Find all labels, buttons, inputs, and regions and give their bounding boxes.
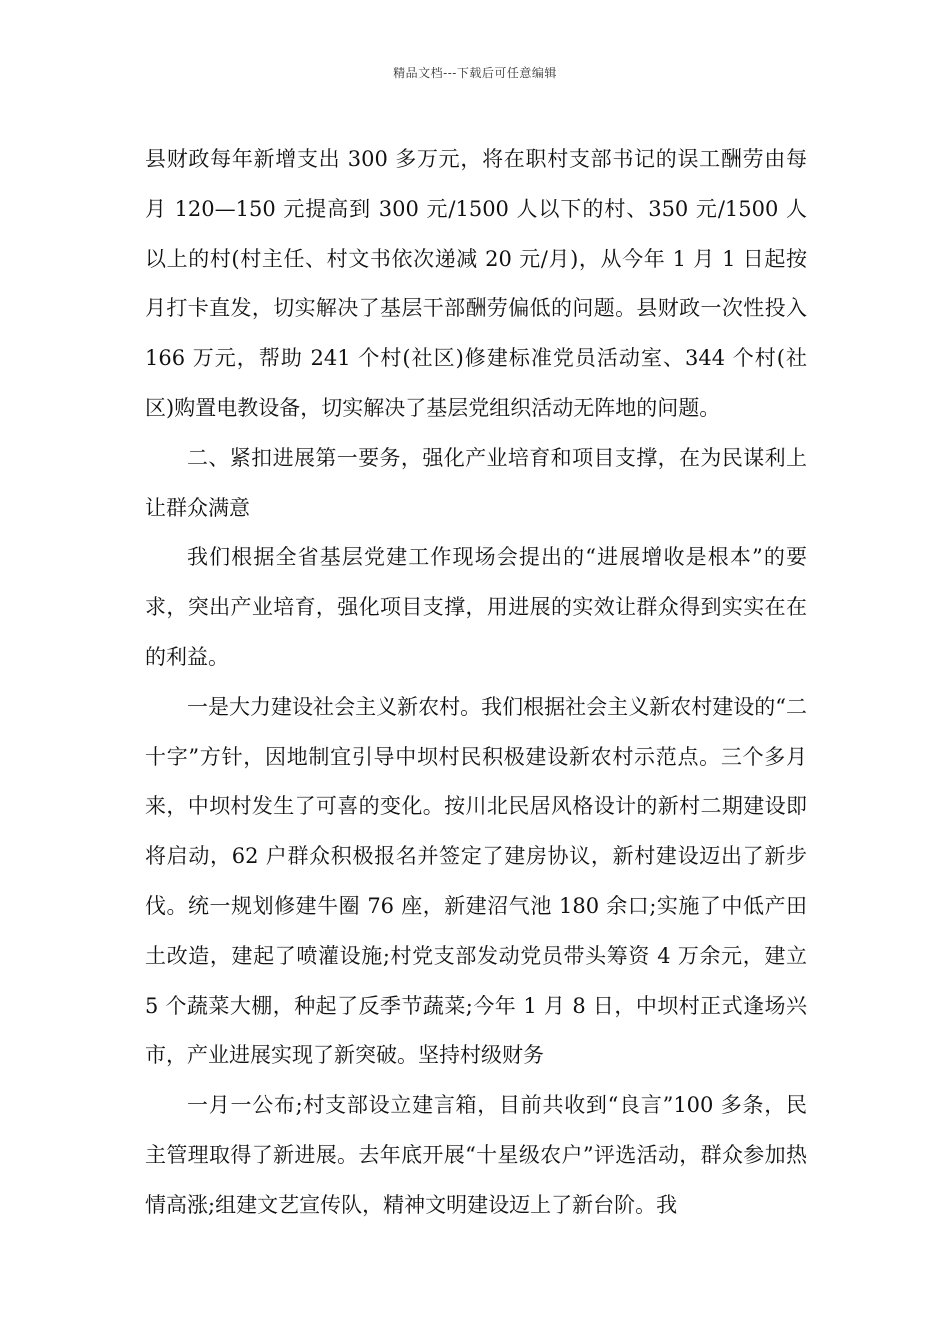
section-heading-2: 二、紧扣进展第一要务，强化产业培育和项目支撑，在为民谋利上让群众满意 xyxy=(145,445,807,520)
paragraph-3: 我们根据全省基层党建工作现场会提出的“进展增收是根本”的要求，突出产业培育，强化项目支撑，用进展的实效让群众得到实实在在的利益。 xyxy=(145,545,807,669)
paragraph-4: 一是大力建设社会主义新农村。我们根据社会主义新农村建设的“二十字”方针，因地制宜引导中坝村民积极建设新农村示范点。三个多月来，中坝村发生了可喜的变化。按川北民居风格设计的新村二期建设即将启动，62 户群众积极报名并签定了建房协议，新村建设迈出了新步伐。统一规划修建牛圈 76 座，新建沼气池 180 余口;实施了中低产田土改造，建起了喷灌设施;村党支部发动党员带头筹资 4 万余元，建立 5 个蔬菜大棚，种起了反季节蔬菜;今年 1 月 8 日，中坝村正式逢场兴市，产业进展实现了新突破。坚持村级财务 xyxy=(145,694,807,1068)
paragraph-1: 县财政每年新增支出 300 多万元，将在职村支部书记的误工酬劳由每月 120—150 元提高到 300 元/1500 人以下的村、350 元/1500 人以上的村(村主任、村文书依次递减 20 元/月)，从今年 1 月 1 日起按月打卡直发，切实解决了基层干部酬劳偏低的问题。县财政一次性投入 166 万元，帮助 241 个村(社区)修建标准党员活动室、344 个村(社区)购置电教设备，切实解决了基层党组织活动无阵地的问题。 xyxy=(145,147,807,420)
page-header: 精品文档---下载后可任意编辑 xyxy=(393,66,557,80)
document-body xyxy=(145,135,807,1231)
paragraph-5: 一月一公布;村支部设立建言箱，目前共收到“良言”100 多条，民主管理取得了新进展。去年底开展“十星级农户”评选活动，群众参加热情高涨;组建文艺宣传队，精神文明建设迈上了新台阶。我 xyxy=(145,1093,807,1217)
